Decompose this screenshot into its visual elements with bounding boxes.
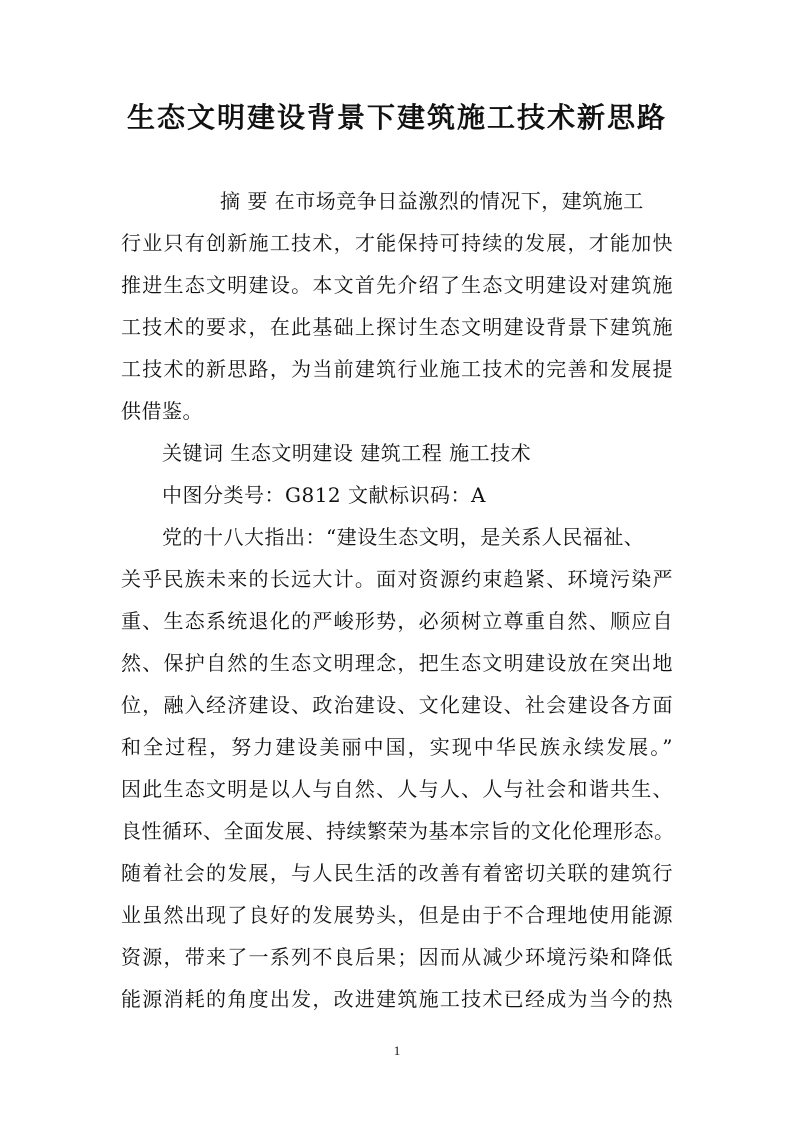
body-line: 随着社会的发展，与人民生活的改善有着密切关联的建筑行 [121, 861, 673, 885]
body-line: 和全过程，努力建设美丽中国，实现中华民族永续发展。” [121, 735, 673, 759]
document-title: 生态文明建设背景下建筑施工技术新思路 [126, 101, 667, 134]
body-line: 良性循环、全面发展、持续繁荣为基本宗旨的文化伦理形态。 [121, 819, 675, 843]
body-line: 资源，带来了一系列不良后果；因而从减少环境污染和降低 [121, 945, 673, 969]
abstract-line: 摘 要 在市场竞争日益激烈的情况下，建筑施工 [220, 189, 644, 213]
body-line: 然、保护自然的生态文明理念，把生态文明建设放在突出地 [121, 651, 673, 675]
page-number: 1 [393, 1043, 401, 1058]
body-line: 党的十八大指出：“建设生态文明，是关系人民福祉、 [162, 525, 645, 549]
abstract-line: 供借鉴。 [121, 399, 203, 423]
body-line: 业虽然出现了良好的发展势头，但是由于不合理地使用能源 [121, 903, 673, 927]
abstract-line: 工技术的要求，在此基础上探讨生态文明建设背景下建筑施 [121, 315, 673, 339]
keywords: 关键词 生态文明建设 建筑工程 施工技术 [162, 441, 532, 465]
body-line: 能源消耗的角度出发，改进建筑施工技术已经成为当今的热 [121, 987, 673, 1011]
abstract-line: 行业只有创新施工技术，才能保持可持续的发展，才能加快 [121, 231, 673, 255]
body-line: 关乎民族未来的长远大计。面对资源约束趋紧、环境污染严 [121, 567, 673, 591]
classification-codes: 中图分类号：G812 文献标识码：A [162, 483, 486, 507]
body-line: 重、生态系统退化的严峻形势，必须树立尊重自然、顺应自 [121, 609, 673, 633]
abstract-line: 工技术的新思路，为当前建筑行业施工技术的完善和发展提 [121, 357, 673, 381]
abstract-line: 推进生态文明建设。本文首先介绍了生态文明建设对建筑施 [121, 273, 673, 297]
body-line: 因此生态文明是以人与自然、人与人、人与社会和谐共生、 [121, 777, 673, 801]
body-line: 位，融入经济建设、政治建设、文化建设、社会建设各方面 [121, 693, 673, 717]
